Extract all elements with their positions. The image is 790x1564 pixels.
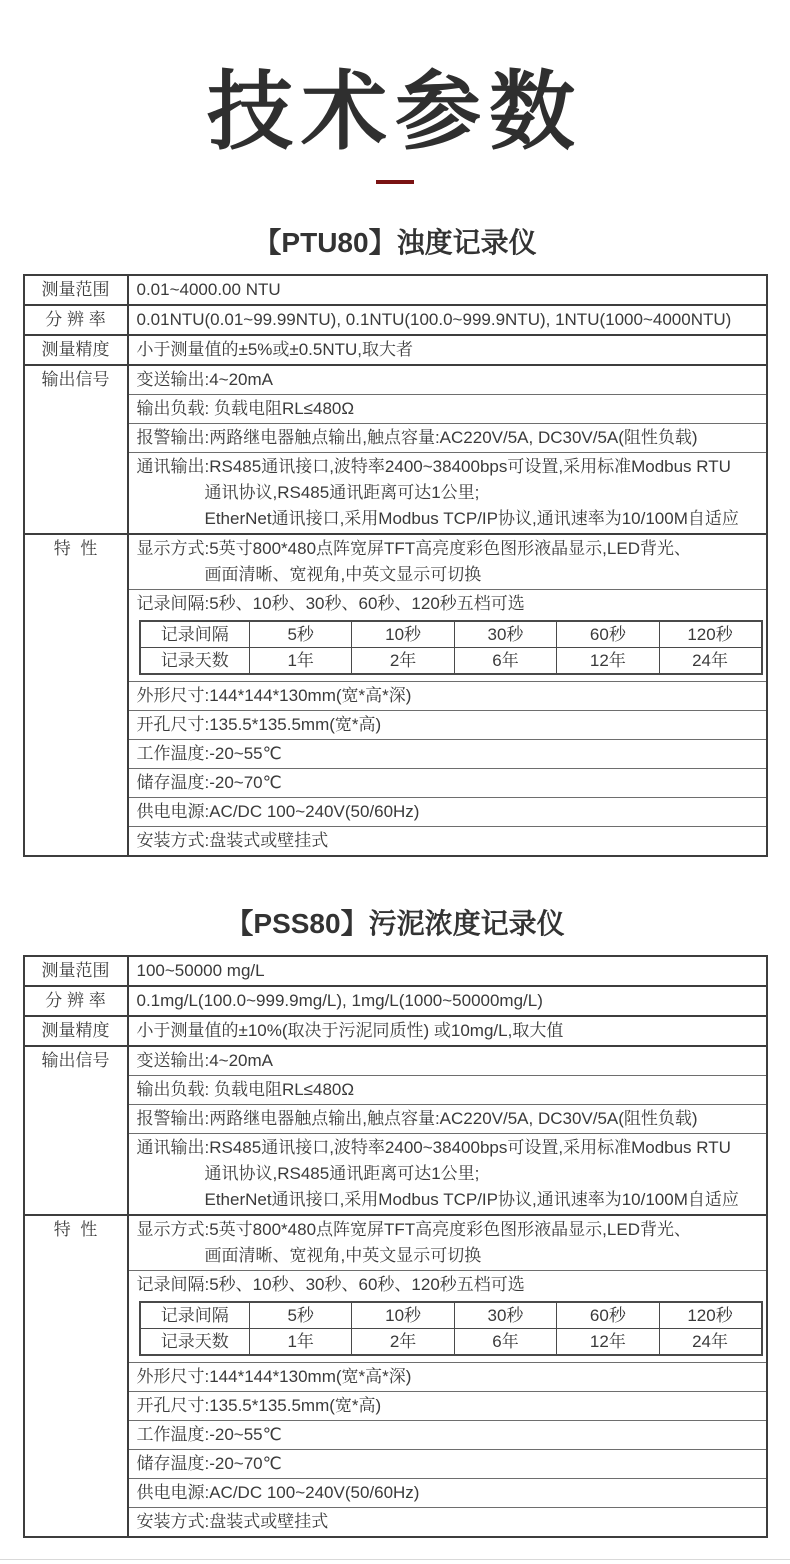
display-line: 画面清晰、宽视角,中英文显示可切换	[204, 1245, 482, 1265]
comm-line: EtherNet通讯接口,采用Modbus TCP/IP协议,通讯速率为10/100M自适应	[204, 1189, 739, 1209]
table-row	[24, 589, 767, 681]
table-row	[24, 1478, 767, 1507]
spec-value-record	[128, 1270, 767, 1362]
table-row	[24, 826, 767, 856]
record-cell: 记录间隔	[140, 621, 250, 648]
record-cell: 60秒	[557, 1302, 659, 1329]
table-row	[24, 1507, 767, 1537]
spec-value: 储存温度:-20~70℃	[128, 1449, 767, 1478]
record-cell: 记录间隔	[140, 1302, 250, 1329]
comm-line: 通讯输出:RS485通讯接口,波特率2400~38400bps可设置,采用标准Modbus RTU	[136, 456, 731, 476]
spec-label: 分 辨 率	[24, 305, 128, 335]
spec-value: 报警输出:两路继电器触点输出,触点容量:AC220V/5A, DC30V/5A(阻性负载)	[128, 1104, 767, 1133]
product-heading-ptu80: 【PTU80】浊度记录仪	[253, 227, 537, 259]
record-cell: 10秒	[352, 621, 454, 648]
record-cell: 记录天数	[140, 647, 250, 674]
record-note: 记录间隔:5秒、10秒、30秒、60秒、120秒五档可选	[136, 593, 525, 613]
table-row	[24, 423, 767, 452]
spec-sheet-page	[0, 64, 790, 1564]
table-row	[24, 335, 767, 365]
spec-table-ptu80	[23, 274, 768, 857]
spec-label-output: 输出信号	[24, 365, 128, 534]
spec-value: 小于测量值的±10%(取决于污泥同质性) 或10mg/L,取大值	[128, 1016, 767, 1046]
spec-value: 工作温度:-20~55℃	[128, 739, 767, 768]
record-cell: 12年	[557, 1328, 659, 1355]
record-cell: 24年	[659, 1328, 761, 1355]
record-cell: 记录天数	[140, 1328, 250, 1355]
record-cell: 5秒	[250, 621, 352, 648]
comm-line: 通讯协议,RS485通讯距离可达1公里;	[204, 1163, 480, 1183]
page-title: 技术参数	[207, 64, 583, 160]
display-line: 画面清晰、宽视角,中英文显示可切换	[204, 564, 482, 584]
spec-value-comm	[128, 452, 767, 534]
table-row	[24, 1133, 767, 1215]
record-cell: 120秒	[659, 621, 761, 648]
spec-value: 安装方式:盘装式或壁挂式	[128, 826, 767, 856]
table-row	[24, 739, 767, 768]
table-row	[24, 1016, 767, 1046]
spec-table-pss80	[23, 955, 768, 1538]
spec-value: 外形尺寸:144*144*130mm(宽*高*深)	[128, 1362, 767, 1391]
spec-value: 100~50000 mg/L	[128, 956, 767, 986]
table-row	[24, 956, 767, 986]
table-row	[140, 1328, 762, 1355]
title-accent-rule	[376, 180, 414, 184]
record-note: 记录间隔:5秒、10秒、30秒、60秒、120秒五档可选	[136, 1274, 525, 1294]
product-heading-pss80: 【PSS80】污泥浓度记录仪	[225, 907, 565, 939]
spec-label: 测量范围	[24, 275, 128, 305]
record-cell: 30秒	[454, 621, 556, 648]
spec-value: 外形尺寸:144*144*130mm(宽*高*深)	[128, 681, 767, 710]
table-row	[24, 1075, 767, 1104]
spec-label: 测量精度	[24, 1016, 128, 1046]
record-cell: 1年	[250, 647, 352, 674]
spec-value: 安装方式:盘装式或壁挂式	[128, 1507, 767, 1537]
spec-value: 输出负载: 负载电阻RL≤480Ω	[128, 394, 767, 423]
table-row	[24, 1215, 767, 1271]
spec-value-record	[128, 589, 767, 681]
record-cell: 6年	[454, 1328, 556, 1355]
table-row	[140, 647, 762, 674]
record-subtable	[139, 620, 763, 675]
table-row	[24, 1270, 767, 1362]
table-row	[24, 1104, 767, 1133]
table-row	[24, 768, 767, 797]
table-row	[24, 534, 767, 590]
spec-value-display	[128, 1215, 767, 1271]
spec-value: 开孔尺寸:135.5*135.5mm(宽*高)	[128, 1391, 767, 1420]
spec-value: 供电电源:AC/DC 100~240V(50/60Hz)	[128, 1478, 767, 1507]
spec-value: 0.01~4000.00 NTU	[128, 275, 767, 305]
spec-label: 测量范围	[24, 956, 128, 986]
table-row	[24, 1362, 767, 1391]
table-row	[24, 797, 767, 826]
display-line: 显示方式:5英寸800*480点阵宽屏TFT高亮度彩色图形液晶显示,LED背光、	[136, 538, 691, 558]
table-row	[24, 275, 767, 305]
bottom-divider	[0, 1559, 790, 1560]
record-cell: 12年	[557, 647, 659, 674]
spec-value: 变送输出:4~20mA	[128, 1046, 767, 1076]
record-cell: 2年	[352, 647, 454, 674]
table-row	[24, 452, 767, 534]
record-cell: 120秒	[659, 1302, 761, 1329]
spec-label: 测量精度	[24, 335, 128, 365]
table-row	[24, 1420, 767, 1449]
spec-value: 工作温度:-20~55℃	[128, 1420, 767, 1449]
table-row	[24, 365, 767, 395]
spec-value: 供电电源:AC/DC 100~240V(50/60Hz)	[128, 797, 767, 826]
spec-value-comm	[128, 1133, 767, 1215]
spec-label-features: 特 性	[24, 1215, 128, 1537]
table-row	[24, 710, 767, 739]
table-row	[24, 1046, 767, 1076]
comm-line: 通讯输出:RS485通讯接口,波特率2400~38400bps可设置,采用标准Modbus RTU	[136, 1137, 731, 1157]
table-row	[24, 986, 767, 1016]
spec-label-features: 特 性	[24, 534, 128, 856]
spec-value: 开孔尺寸:135.5*135.5mm(宽*高)	[128, 710, 767, 739]
table-row	[24, 394, 767, 423]
spec-label: 分 辨 率	[24, 986, 128, 1016]
record-cell: 60秒	[557, 621, 659, 648]
record-cell: 5秒	[250, 1302, 352, 1329]
table-row	[140, 1302, 762, 1329]
spec-value: 0.01NTU(0.01~99.99NTU), 0.1NTU(100.0~999.9NTU), 1NTU(1000~4000NTU)	[128, 305, 767, 335]
spec-value: 0.1mg/L(100.0~999.9mg/L), 1mg/L(1000~50000mg/L)	[128, 986, 767, 1016]
table-row	[24, 305, 767, 335]
comm-line: 通讯协议,RS485通讯距离可达1公里;	[204, 482, 480, 502]
table-row	[140, 621, 762, 648]
display-line: 显示方式:5英寸800*480点阵宽屏TFT高亮度彩色图形液晶显示,LED背光、	[136, 1219, 691, 1239]
spec-value: 变送输出:4~20mA	[128, 365, 767, 395]
spec-value: 输出负载: 负载电阻RL≤480Ω	[128, 1075, 767, 1104]
record-cell: 1年	[250, 1328, 352, 1355]
table-row	[24, 681, 767, 710]
table-row	[24, 1391, 767, 1420]
record-subtable	[139, 1301, 763, 1356]
spec-value: 小于测量值的±5%或±0.5NTU,取大者	[128, 335, 767, 365]
record-cell: 10秒	[352, 1302, 454, 1329]
spec-value: 储存温度:-20~70℃	[128, 768, 767, 797]
spec-label-output: 输出信号	[24, 1046, 128, 1215]
spec-value: 报警输出:两路继电器触点输出,触点容量:AC220V/5A, DC30V/5A(阻性负载)	[128, 423, 767, 452]
record-cell: 30秒	[454, 1302, 556, 1329]
record-cell: 6年	[454, 647, 556, 674]
spec-value-display	[128, 534, 767, 590]
table-row	[24, 1449, 767, 1478]
record-cell: 2年	[352, 1328, 454, 1355]
comm-line: EtherNet通讯接口,采用Modbus TCP/IP协议,通讯速率为10/100M自适应	[204, 508, 739, 528]
record-cell: 24年	[659, 647, 761, 674]
